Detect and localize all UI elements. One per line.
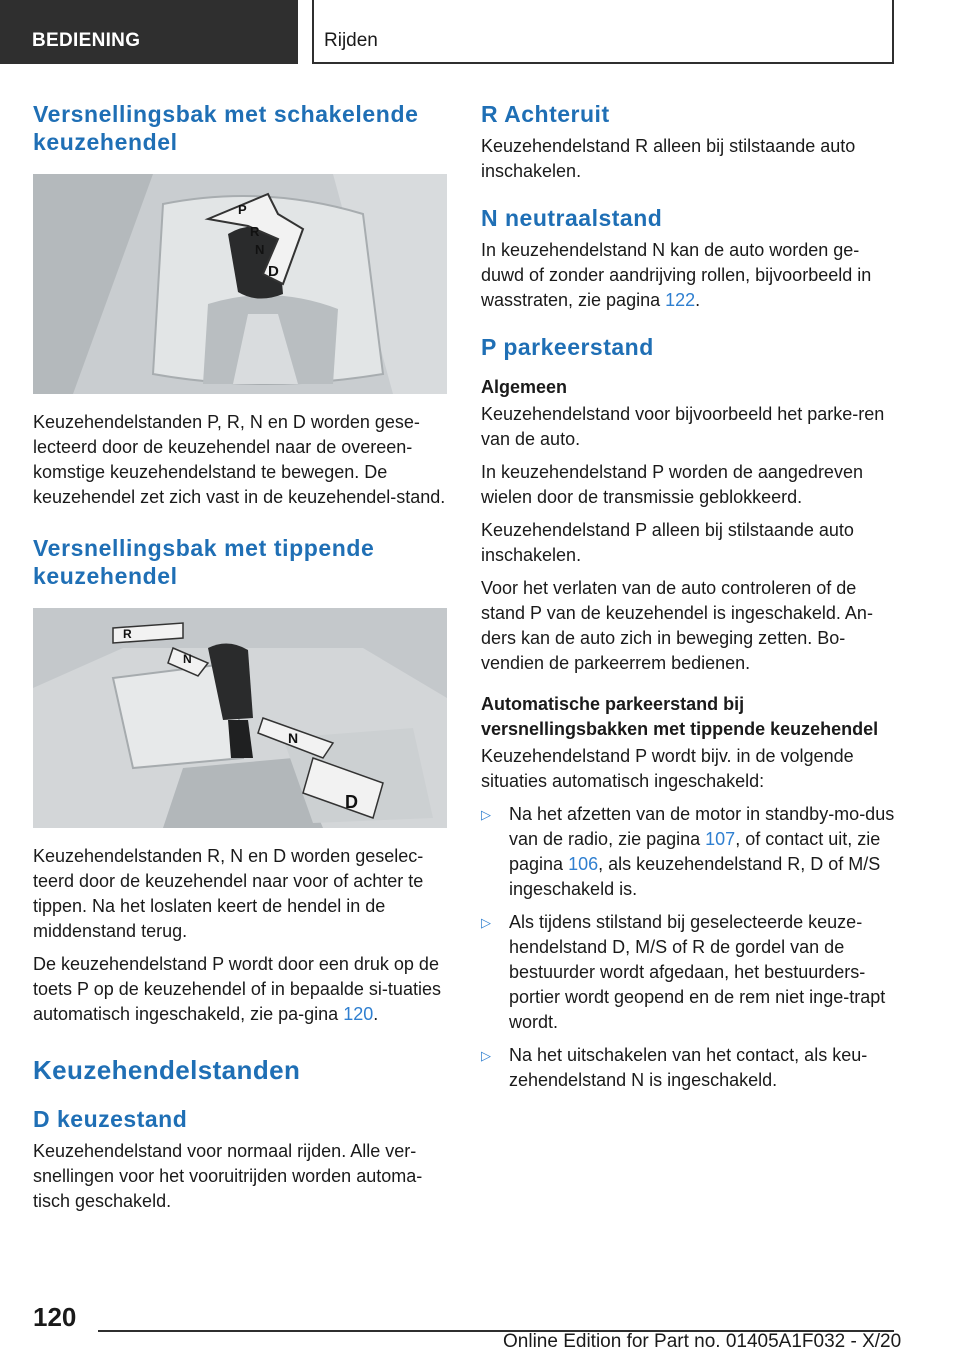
section-tab: BEDIENING: [0, 0, 298, 64]
heading-r-position: R Achteruit: [481, 101, 610, 127]
para-n-position: In keuzehendelstand N kan de auto worden ge-duwd of zonder aandrijving rollen, bijvoorbeeld in wasstraten, zie pagina 122.: [481, 240, 872, 310]
para-shifting-selector: Keuzehendelstanden P, R, N en D worden gese-lecteerd door de keuzehendel naar de overeen-komstige keuzehendelstand te bewegen. De keuzehendel zet zich vast in de keuzehendel-stand.: [33, 412, 446, 507]
para-p-general-4: Voor het verlaten van de auto controleren of de stand P van de keuzehendel is ingeschakeld. An-ders kan de auto zich in beweging zetten. Bo-vendien de parkeerrem bedienen.: [481, 578, 873, 673]
heading-auto-park: Automatische parkeerstand bij versnellingsbakken met tippende keuzehendel: [481, 694, 879, 739]
para-p-general-2: In keuzehendelstand P worden de aangedreven wielen door de transmissie geblokkeerd.: [481, 462, 863, 507]
para-tipping-selector: Keuzehendelstanden R, N en D worden geselec-teerd door de keuzehendel naar voor of achter te tippen. Na het loslaten keert de hendel in de middenstand terug.: [33, 846, 424, 941]
heading-n-position: N neutraalstand: [481, 205, 663, 231]
shifting-selector-figure: [33, 174, 447, 394]
heading-d-position: D keuzestand: [33, 1106, 188, 1132]
label-n: N: [255, 242, 265, 257]
label-r: R: [250, 224, 260, 239]
para-p-general-1: Keuzehendelstand voor bijvoorbeeld het parke-ren van de auto.: [481, 404, 885, 449]
para-park-button: De keuzehendelstand P wordt door een druk op de toets P op de keuzehendel of in bepaalde si-tuaties automatisch ingeschakeld, zie pa-gina 120.: [33, 954, 441, 1024]
para-p-general-3: Keuzehendelstand P alleen bij stilstaande auto inschakelen.: [481, 520, 854, 565]
page-link-107[interactable]: 107: [705, 829, 736, 849]
tip-label-n-top: N: [183, 652, 192, 666]
list-item: ▷ Na het afzetten van de motor in standby-mo-dus van de radio, zie pagina 107, of contact uit, zie pagina 106, als keuzehendelstand R, D of M/S ingeschakeld is.: [481, 804, 895, 899]
para-d-position: Keuzehendelstand voor normaal rijden. Alle ver-snellingen voor het vooruitrijden worden automa-tisch geschakeld.: [33, 1141, 423, 1211]
para-r-position: Keuzehendelstand R alleen bij stilstaande auto inschakelen.: [481, 136, 856, 181]
triangle-bullet-icon: ▷: [481, 807, 491, 822]
triangle-bullet-icon: ▷: [481, 1048, 491, 1063]
heading-tipping-selector: Versnellingsbak met tippende keuzehendel: [33, 535, 375, 589]
page-number: 120: [33, 1302, 77, 1332]
label-d: D: [268, 263, 279, 280]
auto-park-list: [481, 802, 901, 1093]
heading-selector-positions: Keuzehendelstanden: [33, 1055, 301, 1085]
page-link-120[interactable]: 120: [343, 1004, 374, 1024]
tipping-selector-figure: [33, 608, 447, 828]
heading-general: Algemeen: [481, 377, 568, 397]
page-link-106[interactable]: 106: [568, 854, 599, 874]
tip-label-d: D: [345, 792, 358, 812]
page-link-122[interactable]: 122: [665, 290, 696, 310]
footer-edition: Online Edition for Part no. 01405A1F032 - X/20: [503, 1331, 902, 1352]
left-column: [33, 100, 447, 1222]
list-item: ▷ Na het uitschakelen van het contact, als keu-zehendelstand N is ingeschakeld.: [481, 1045, 868, 1090]
tip-label-n: N: [288, 730, 299, 746]
heading-p-position: P parkeerstand: [481, 334, 654, 360]
right-column: [481, 100, 901, 1101]
heading-shifting-selector: Versnellingsbak met schakelende keuzehendel: [33, 101, 419, 155]
triangle-bullet-icon: ▷: [481, 915, 491, 930]
chapter-tab: Rijden: [312, 0, 894, 64]
para-auto-park-intro: Keuzehendelstand P wordt bijv. in de volgende situaties automatisch ingeschakeld:: [481, 746, 854, 791]
label-p: P: [238, 202, 247, 217]
tip-label-r: R: [123, 627, 132, 641]
list-item: ▷ Als tijdens stilstand bij geselecteerde keuze-hendelstand D, M/S of R de gordel van de bestuurder wordt afgedaan, het bestuurders-portier wordt geopend en de rem niet inge-trapt wordt.: [481, 912, 886, 1032]
